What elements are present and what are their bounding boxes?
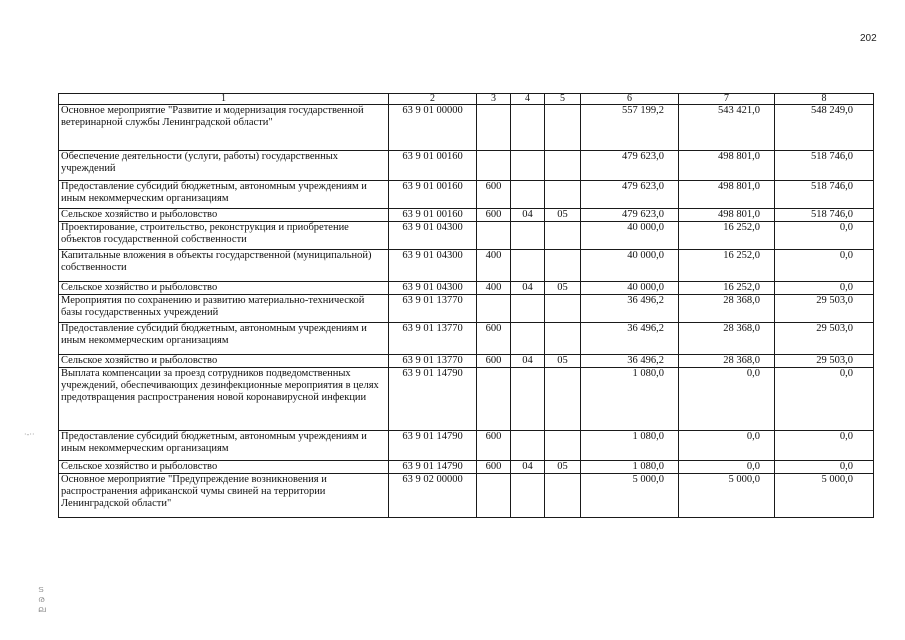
row-subsection-cell: 05 (545, 355, 581, 368)
row-amount-cell: 543 421,0 (679, 105, 775, 151)
table-row (59, 105, 874, 151)
margin-mark: ല (38, 605, 46, 615)
row-subsection-cell: 05 (545, 282, 581, 295)
row-section-cell: 04 (511, 282, 545, 295)
row-name-cell: Обеспечение деятельности (услуги, работы) государственных учреждений (59, 151, 389, 181)
row-amount-cell: 498 801,0 (679, 181, 775, 209)
row-amount-cell: 557 199,2 (581, 105, 679, 151)
row-amount-cell: 0,0 (679, 368, 775, 431)
row-amount-cell: 28 368,0 (679, 355, 775, 368)
row-amount-cell: 518 746,0 (775, 181, 874, 209)
row-type-cell: 400 (477, 250, 511, 282)
row-section-cell: 04 (511, 355, 545, 368)
column-number: 6 (581, 94, 679, 105)
row-code-cell: 63 9 01 13770 (389, 355, 477, 368)
row-type-cell: 600 (477, 355, 511, 368)
row-section-cell (511, 222, 545, 250)
page-number: 202 (860, 33, 877, 44)
row-code-cell: 63 9 01 13770 (389, 295, 477, 323)
row-name-cell: Основное мероприятие "Предупреждение возникновения и распространения африканской чумы свиней на территории Ленинградской области" (59, 474, 389, 518)
row-amount-cell: 36 496,2 (581, 355, 679, 368)
row-type-cell: 600 (477, 181, 511, 209)
column-number: 4 (511, 94, 545, 105)
row-section-cell (511, 295, 545, 323)
row-subsection-cell (545, 105, 581, 151)
table-row (59, 355, 874, 368)
row-section-cell: 04 (511, 461, 545, 474)
row-code-cell: 63 9 01 00000 (389, 105, 477, 151)
margin-mark: ര (38, 595, 45, 605)
row-amount-cell: 1 080,0 (581, 368, 679, 431)
row-type-cell: 600 (477, 209, 511, 222)
row-code-cell: 63 9 01 00160 (389, 181, 477, 209)
row-type-cell: 600 (477, 323, 511, 355)
budget-table (58, 93, 874, 518)
row-amount-cell: 40 000,0 (581, 222, 679, 250)
row-type-cell (477, 368, 511, 431)
row-amount-cell: 5 000,0 (679, 474, 775, 518)
row-section-cell (511, 250, 545, 282)
row-section-cell (511, 431, 545, 461)
row-type-cell: 600 (477, 461, 511, 474)
row-code-cell: 63 9 02 00000 (389, 474, 477, 518)
row-name-cell: Выплата компенсации за проезд сотрудников подведомственных учреждений, обеспечивающих дезинфекционные мероприятия в целях предотвращения распространения новой коронавирусной инфекции (59, 368, 389, 431)
column-number: 2 (389, 94, 477, 105)
row-type-cell: 600 (477, 431, 511, 461)
row-name-cell: Предоставление субсидий бюджетным, автономным учреждениям и иным некоммерческим организациям (59, 431, 389, 461)
row-section-cell: 04 (511, 209, 545, 222)
row-type-cell (477, 222, 511, 250)
row-amount-cell: 0,0 (775, 431, 874, 461)
row-section-cell (511, 151, 545, 181)
row-name-cell: Проектирование, строительство, реконструкция и приобретение объектов государственной собственности (59, 222, 389, 250)
row-name-cell: Сельское хозяйство и рыболовство (59, 461, 389, 474)
table-row (59, 250, 874, 282)
row-amount-cell: 479 623,0 (581, 151, 679, 181)
row-amount-cell: 29 503,0 (775, 323, 874, 355)
row-section-cell (511, 368, 545, 431)
row-name-cell: Капитальные вложения в объекты государственной (муниципальной) собственности (59, 250, 389, 282)
row-subsection-cell (545, 222, 581, 250)
row-amount-cell: 518 746,0 (775, 209, 874, 222)
table-row (59, 323, 874, 355)
column-number: 5 (545, 94, 581, 105)
column-number-row (59, 94, 874, 105)
row-subsection-cell (545, 431, 581, 461)
row-amount-cell: 28 368,0 (679, 323, 775, 355)
row-amount-cell: 0,0 (775, 250, 874, 282)
row-amount-cell: 548 249,0 (775, 105, 874, 151)
row-amount-cell: 479 623,0 (581, 181, 679, 209)
table-row (59, 461, 874, 474)
row-amount-cell: 16 252,0 (679, 250, 775, 282)
row-amount-cell: 36 496,2 (581, 295, 679, 323)
row-name-cell: Основное мероприятие "Развитие и модернизация государственной ветеринарной службы Ленинградской области" (59, 105, 389, 151)
row-amount-cell: 28 368,0 (679, 295, 775, 323)
table-row (59, 474, 874, 518)
row-amount-cell: 0,0 (775, 461, 874, 474)
row-subsection-cell (545, 250, 581, 282)
row-amount-cell: 40 000,0 (581, 282, 679, 295)
row-code-cell: 63 9 01 14790 (389, 431, 477, 461)
row-code-cell: 63 9 01 00160 (389, 151, 477, 181)
column-number: 1 (59, 94, 389, 105)
row-amount-cell: 1 080,0 (581, 461, 679, 474)
margin-scribble: ·-·· (24, 430, 35, 439)
row-code-cell: 63 9 01 04300 (389, 282, 477, 295)
table-row (59, 181, 874, 209)
row-section-cell (511, 105, 545, 151)
row-code-cell: 63 9 01 00160 (389, 209, 477, 222)
row-amount-cell: 479 623,0 (581, 209, 679, 222)
table-row (59, 431, 874, 461)
row-subsection-cell (545, 151, 581, 181)
row-amount-cell: 5 000,0 (775, 474, 874, 518)
row-code-cell: 63 9 01 13770 (389, 323, 477, 355)
column-number: 8 (775, 94, 874, 105)
row-name-cell: Сельское хозяйство и рыболовство (59, 209, 389, 222)
margin-mark: ട (38, 585, 44, 595)
row-amount-cell: 29 503,0 (775, 295, 874, 323)
row-code-cell: 63 9 01 14790 (389, 461, 477, 474)
row-subsection-cell (545, 368, 581, 431)
row-code-cell: 63 9 01 14790 (389, 368, 477, 431)
table-row (59, 209, 874, 222)
row-section-cell (511, 181, 545, 209)
row-amount-cell: 0,0 (679, 461, 775, 474)
row-type-cell (477, 295, 511, 323)
row-amount-cell: 518 746,0 (775, 151, 874, 181)
row-type-cell (477, 151, 511, 181)
row-amount-cell: 29 503,0 (775, 355, 874, 368)
row-code-cell: 63 9 01 04300 (389, 222, 477, 250)
row-subsection-cell: 05 (545, 461, 581, 474)
row-subsection-cell: 05 (545, 209, 581, 222)
row-amount-cell: 16 252,0 (679, 282, 775, 295)
row-name-cell: Предоставление субсидий бюджетным, автономным учреждениям и иным некоммерческим организациям (59, 181, 389, 209)
row-name-cell: Сельское хозяйство и рыболовство (59, 355, 389, 368)
table-row (59, 295, 874, 323)
row-amount-cell: 0,0 (679, 431, 775, 461)
row-amount-cell: 1 080,0 (581, 431, 679, 461)
row-amount-cell: 0,0 (775, 282, 874, 295)
table-row (59, 282, 874, 295)
row-subsection-cell (545, 181, 581, 209)
row-subsection-cell (545, 323, 581, 355)
row-section-cell (511, 323, 545, 355)
row-type-cell: 400 (477, 282, 511, 295)
row-subsection-cell (545, 295, 581, 323)
row-amount-cell: 498 801,0 (679, 209, 775, 222)
row-type-cell (477, 105, 511, 151)
row-amount-cell: 36 496,2 (581, 323, 679, 355)
row-amount-cell: 0,0 (775, 368, 874, 431)
row-amount-cell: 5 000,0 (581, 474, 679, 518)
table-row (59, 222, 874, 250)
row-section-cell (511, 474, 545, 518)
row-amount-cell: 16 252,0 (679, 222, 775, 250)
row-name-cell: Предоставление субсидий бюджетным, автономным учреждениям и иным некоммерческим организациям (59, 323, 389, 355)
row-name-cell: Мероприятия по сохранению и развитию материально-технической базы государственных учреждений (59, 295, 389, 323)
row-amount-cell: 498 801,0 (679, 151, 775, 181)
margin-marks (38, 585, 46, 615)
column-number: 7 (679, 94, 775, 105)
table-row (59, 368, 874, 431)
row-name-cell: Сельское хозяйство и рыболовство (59, 282, 389, 295)
row-amount-cell: 0,0 (775, 222, 874, 250)
row-subsection-cell (545, 474, 581, 518)
row-amount-cell: 40 000,0 (581, 250, 679, 282)
table-row (59, 151, 874, 181)
row-type-cell (477, 474, 511, 518)
row-code-cell: 63 9 01 04300 (389, 250, 477, 282)
column-number: 3 (477, 94, 511, 105)
